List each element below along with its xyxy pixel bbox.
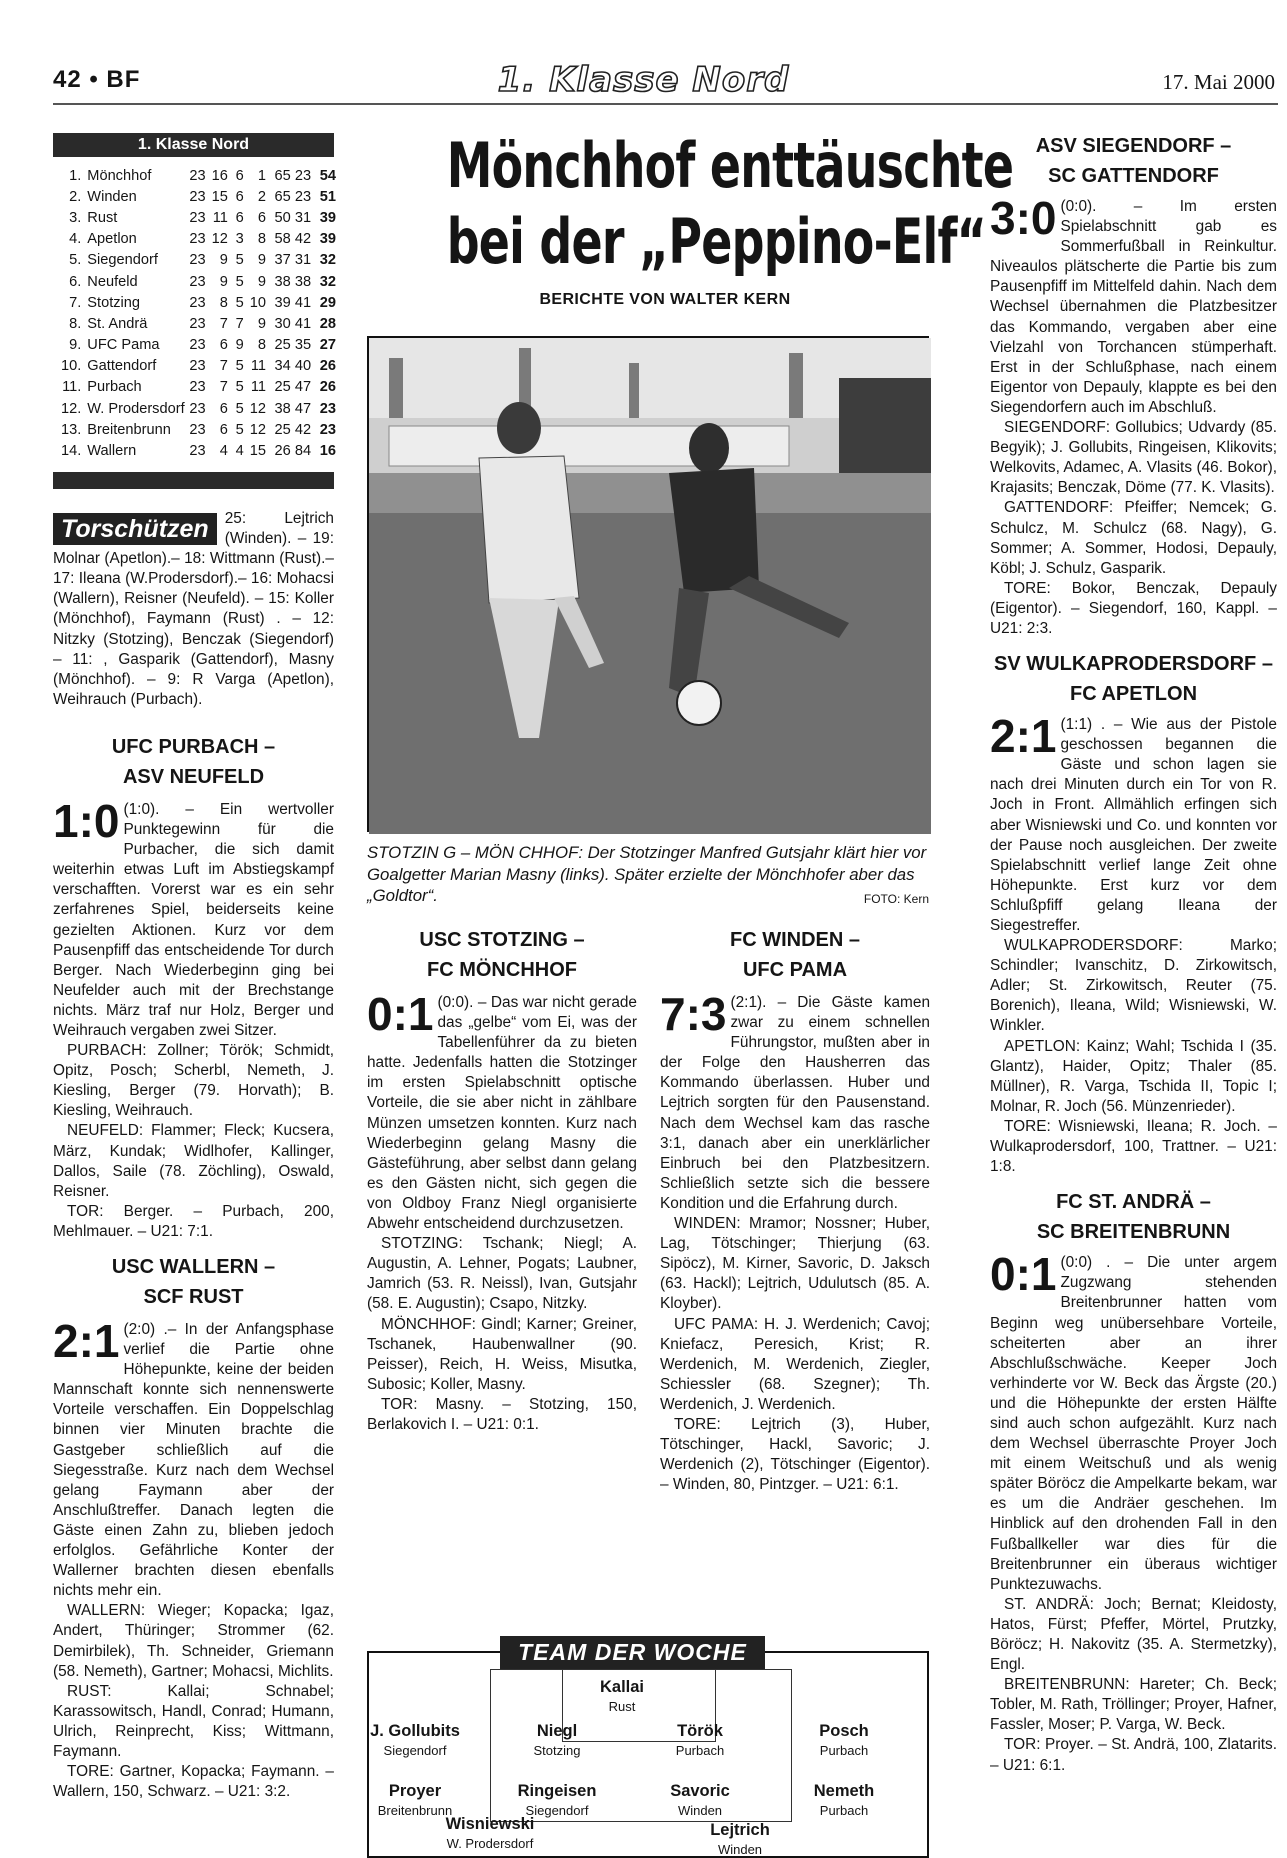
table-row: 6. Neufeld 23 9 5 9 38 38 32	[69, 273, 336, 290]
match-wulkaprodersdorf-report: 2:1 (1:1) . – Wie aus der Pistole geschossen begannen die Gäste und schon lagen sie nach drei Minuten durch ein Tor von R. Joch in Front. Allmählich erfingen sich aber Wisniewski und Co. und konnten vor der Pause noch ausgleichen. Der zweite Spielabschnitt verlief lange Zeit ohne Höhepunkte. Erst kurz vor dem Schlußpfiff gelang Ileana der Siegestreffer. WULKAPRODERSDORF: Marko; Schindler; Ivanschitz, D. Zirkowitsch, Adler; St. Zirkowitsch, Reuter (75. Borenich), Ileana, Wild; Wisniewski, W. Winkler. APETLON: Kainz; Wahl; Tschida I (35. Glantz), Haider, Opitz; Thaler (85. Müllner), R. Varga, Tschida II, Topic I; Molnar, R. Joch (56. Münzenrieder). TORE: Wisniewski, Ileana; R. Joch. – Wulkaprodersdorf, 100, Trattner. – U21: 1:8.	[990, 710, 1277, 1176]
score: 0:1	[367, 988, 434, 1040]
byline: BERICHTE VON WALTER KERN	[539, 291, 791, 308]
team-player: J. Gollubits Siegendorf	[370, 1722, 460, 1758]
team-player: Nemeth Purbach	[813, 1782, 875, 1818]
team-player: Török Purbach	[675, 1722, 725, 1758]
match-standrae-report: 0:1 (0:0) . – Die unter argem Zugzwang stehenden Breitenbrunner hatten vom Beginn weg unübersehbare Vorteile, scheiterten aber an ihrer Abschlußschwäche. Keeper Joch verhinderte vor W. Beck das Ärgste (20.) und die Höhepunkte der ersten Hälfte sind auch schon aufgezählt. Kurz nach dem Wechsel überraschte Proyer Joch mit einem Weitschuß und als wenig später Böröcz die Ampelkarte bekam, war es um die Andräer geschehen. Im Hinblick auf den drohenden Fall in den Fußballkeller war dies für die Breitenbrunner ein überaus wichtiger Punktezuwachs. ST. ANDRÄ: Joch; Bernat; Kleidosty, Hatos, Fürst; Pfeffer, Mörtel, Prutzky, Böröcz; H. Nakovitz (35. A. Stermetzky), Engl. BREITENBRUNN: Hareter; Ch. Beck; Tobler, M. Rath, Tröllinger; Proyer, Hafner, Fassler, Moser; P. Varga, W. Beck. TOR: Proyer. – St. Andrä, 100, Zlatarits. – U21: 6:1.	[990, 1248, 1277, 1774]
table-row: 4. Apetlon 23 12 3 8 58 42 39	[69, 231, 336, 248]
match-winden-report: 7:3 (2:1). – Die Gäste kamen zwar zu einem schnellen Führungstor, mußten aber in der Folge den Hausherren das Kommando überlassen. Huber und Lejtrich sorgten für den Pausenstand. Nach dem Wechsel kam das rasche 3:1, danach aber ein unerklärlicher Einbruch bei den Platzbesitzern. Schließlich setzte sich die bessere Kondition und die Erfahrung durch. WINDEN: Mramor; Nossner; Huber, Lag, Tötschinger; Thierjung (63. Sipöcz), M. Kirner, Savoric, D. Jaksch (63. Hackl); Lejtrich, Udulutsch (85. A. Kloyber). UFC PAMA: H. J. Werdenich; Cavoj; Kniefacz, Peresich, Krist; R. Werdenich, M. Werdenich, Ziegler, Schiessler (68. Szegner); Th. Werdenich, J. Werdenich. TORE: Lejtrich (3), Huber, Tötschinger, Hackl, Savoric; J. Werdenich (2), Tötschinger (Eigentor). – Winden, 80, Pintzger. – U21: 6:1.	[660, 988, 930, 1494]
scorers-block	[53, 509, 334, 710]
team-player: Wisniewski W. Prodersdorf	[445, 1815, 535, 1851]
photo-illustration	[369, 338, 931, 834]
match-siegendorf-report: 3:0 (0:0). – Im ersten Spielabschnitt gab es Sommerfußball in Reinkultur. Niveaulos plätscherte die Partie bis zum Pausenpfiff im Mittelfeld dahin. Nach dem Wechsel übernahmen die Platzbesitzer das Kommando, vergaben aber eine Vielzahl von Torchancen stümperhaft. Erst in der Schlußphase, nach einem Eigentor von Depauly, klappte es bei den Siegendorfern auch im Abschluß. SIEGENDORF: Gollubics; Udvardy (85. Begyik); J. Gollubits, Ringeisen, Klikovits; Welkovits, Adamec, A. Vlasits (46. Bokor), Krajasits; Benczak, Döme (77. K. Vlasits). GATTENDORF: Pfeiffer; Nemcek; G. Schulcz, M. Schulcz (68. Nagy), G. Sommer; A. Sommer, Hodosi, Depauly, Köbl; J. Schulz, Gasparik. TORE: Bokor, Benczak, Depauly (Eigentor). – Siegendorf, 160, Kappl. – U21: 2:3.	[990, 192, 1277, 637]
table-row: 7. Stotzing 23 8 5 10 39 41 29	[69, 294, 336, 311]
score: 1:0	[53, 794, 120, 847]
match-purbach-heading: UFC PURBACH – ASV NEUFELD	[111, 735, 276, 788]
team-of-week-title: TEAM DER WOCHE	[500, 1636, 765, 1669]
header-rule	[53, 103, 1278, 105]
photo-credit: FOTO: Kern	[863, 892, 929, 906]
center-left-column	[367, 925, 637, 1435]
headline: Mönchhof enttäuschte bei der „Peppino-Elf“	[446, 129, 1014, 278]
team-player: Proyer Breitenbrunn	[377, 1782, 453, 1818]
table-footer-bar	[53, 472, 334, 489]
left-column	[53, 509, 334, 1802]
right-column	[990, 131, 1277, 1776]
table-row: 8. St. Andrä 23 7 7 9 30 41 28	[69, 315, 336, 332]
match-stotzing-heading: USC STOTZING – FC MÖNCHHOF	[419, 929, 585, 981]
scorers-text: 25: Lejtrich (Winden). – 19: Molnar (Apetlon).– 18: Wittmann (Rust).– 17: Ileana (W.Prodersdorf).– 16: Mohacsi (Wallern), Reisner (Neufeld). – 15: Koller (Mönchhof), Faymann (Rust) . – 12: Nitzky (Stotzing), Benczak (Siegendorf) – 11: , Gasparik (Gattendorf), Masny (Mönchhof). – 9: R Varga (Apetlon), Weihrauch (Purbach).	[53, 510, 334, 708]
table-row: 5. Siegendorf 23 9 5 9 37 31 32	[69, 252, 336, 269]
team-player: Posch Purbach	[819, 1722, 869, 1758]
team-player: Savoric Winden	[670, 1782, 730, 1818]
match-stotzing-report: 0:1 (0:0). – Das war nicht gerade das „gelbe“ vom Ei, was der Tabellenführer da zu bieten hatte. Jedenfalls hatten die Stotzinger im ersten Spielabschnitt optische Vorteile, die sie aber nicht in zählbare Münzen umsetzen konnten. Kurz nach Wiederbeginn gelang Masny die Gästeführung, aber selbst dann gelang es den Gästen nicht, sich gegen die von Oldboy Franz Niegl organisierte Abwehr entscheidend durchzusetzen. STOTZING: Tschank; Niegl; A. Augustin, A. Lehner, Pogats; Laubner, Jamrich (53. R. Neissl), Ivan, Gutsjahr (58. E. Augustin); Csapo, Nitzky. MÖNCHHOF: Gindl; Karner; Greiner, Tschanek, Haubenwallner (90. Peisser), Reich, H. Weiss, Misutka, Subosic; Koller, Masny. TOR: Masny. – Stotzing, 150, Berlakovich I. – U21: 0:1.	[367, 988, 637, 1433]
league-table	[61, 165, 336, 462]
match-winden-heading: FC WINDEN – UFC PAMA	[730, 929, 860, 981]
match-purbach-report: 1:0 (1:0). – Ein wertvoller Punktegewinn für die Purbacher, die sich damit weiterhin etwas Luft im Abstiegskampf verschafften. Vorerst war es ein sehr zerfahrenes Spiel, beiderseits keine gezielten Aktionen. Kurz vor dem Pausenpfiff das entscheidende Tor durch Berger. Nach Wiederbeginn ging bei Neufelder auch mit der Brechstange nichts. März traf nur Holz, Berger und Weihrauch vergaben zwei Sitzer. PURBACH: Zollner; Török; Schmidt, Opitz, Posch; Scherbl, Nemeth, J. Kiesling, Berger (79. Horvath); B. Kiesling, Weihrauch. NEUFELD: Flammer; Fleck; Kucsera, März, Kundak; Widlhofer, Kallinger, Dallos, Saile (78. Zöchling), Oswald, Reisner. TOR: Berger. – Purbach, 200, Mehlmauer. – U21: 7:1.	[53, 794, 334, 1240]
score: 2:1	[53, 1315, 120, 1367]
match-standrae-heading: FC ST. ANDRÄ – SC BREITENBRUNN	[1036, 1191, 1231, 1244]
score: 3:0	[990, 192, 1057, 244]
table-row: 10. Gattendorf 23 7 5 11 34 40 26	[61, 358, 336, 375]
match-photo	[367, 336, 929, 832]
center-right-column	[660, 925, 930, 1495]
team-player: Niegl Stotzing	[533, 1722, 581, 1758]
scorers-label: Torschützen	[53, 513, 217, 545]
section-title: 1. Klasse Nord	[497, 60, 790, 100]
team-player: Lejtrich Winden	[710, 1821, 770, 1857]
table-row: 9. UFC Pama 23 6 9 8 25 35 27	[69, 337, 336, 354]
page-number: 42 • BF	[53, 66, 141, 93]
team-player: Kallai Rust	[599, 1678, 645, 1714]
table-row: 3. Rust 23 11 6 6 50 31 39	[69, 209, 336, 226]
score: 2:1	[990, 710, 1057, 763]
table-row: 1. Mönchhof 23 16 6 1 65 23 54	[69, 167, 336, 184]
table-row: 13. Breitenbrunn 23 6 5 12 25 42 23	[61, 421, 336, 438]
table-title: 1. Klasse Nord	[53, 133, 334, 157]
match-wallern-heading: USC WALLERN – SCF RUST	[111, 1256, 276, 1308]
score: 0:1	[990, 1248, 1057, 1301]
team-player: Ringeisen Siegendorf	[517, 1782, 597, 1818]
match-wallern-report: 2:1 (2:0) .– In der Anfangsphase verlief die Partie ohne Höhepunkte, keine der beiden Mannschaft konnte sich nennenswerte Vorteile verschaffen. Ein Doppelschlag binnen vier Minuten brachte die Gastgeber schließlich auf die Siegesstraße. Kurz nach dem Wechsel gelang Faymann aber der Anschlußtreffer. Danach legten die Gäste einen Zahn zu, blieben jedoch erfolglos. Gefährliche Konter der Wallerner brachten diesen ebenfalls nichts mehr ein. WALLERN: Wieger; Kopacka; Igaz, Andert, Thüringer; Strommer (62. Demirbilek), Th. Schneider, Griemann (58. Nemeth), Gartner; Mohacsi, Michlits. RUST: Kallai; Schnabel; Karassowitsch, Handl, Conrad; Humann, Ulrich, Reinprecht, Kiss; Wittmann, Faymann. TORE: Gartner, Kopacka; Faymann. – Wallern, 150, Schwarz. – U21: 3:2.	[53, 1315, 334, 1801]
table-row: 14. Wallern 23 4 4 15 26 84 16	[61, 443, 336, 460]
photo-caption: STOTZIN G – MÖN CHHOF: Der Stotzinger Manfred Gutsjahr klärt hier vor Goalgetter Marian Masny (links). Später erzielte der Mönchhofer aber das „Goldtor“. FOTO: Kern	[367, 842, 929, 911]
match-siegendorf-heading: ASV SIEGENDORF – SC GATTENDORF	[1035, 135, 1232, 187]
match-wulkaprodersdorf-heading: SV WULKAPRODERSDORF – FC APETLON	[994, 653, 1273, 706]
table-row: 12. W. Prodersdorf 23 6 5 12 38 47 23	[61, 400, 336, 417]
issue-date: 17. Mai 2000	[1162, 70, 1275, 94]
table-row: 11. Purbach 23 7 5 11 25 47 26	[62, 379, 336, 396]
table-row: 2. Winden 23 15 6 2 65 23 51	[69, 188, 336, 205]
score: 7:3	[660, 988, 727, 1040]
